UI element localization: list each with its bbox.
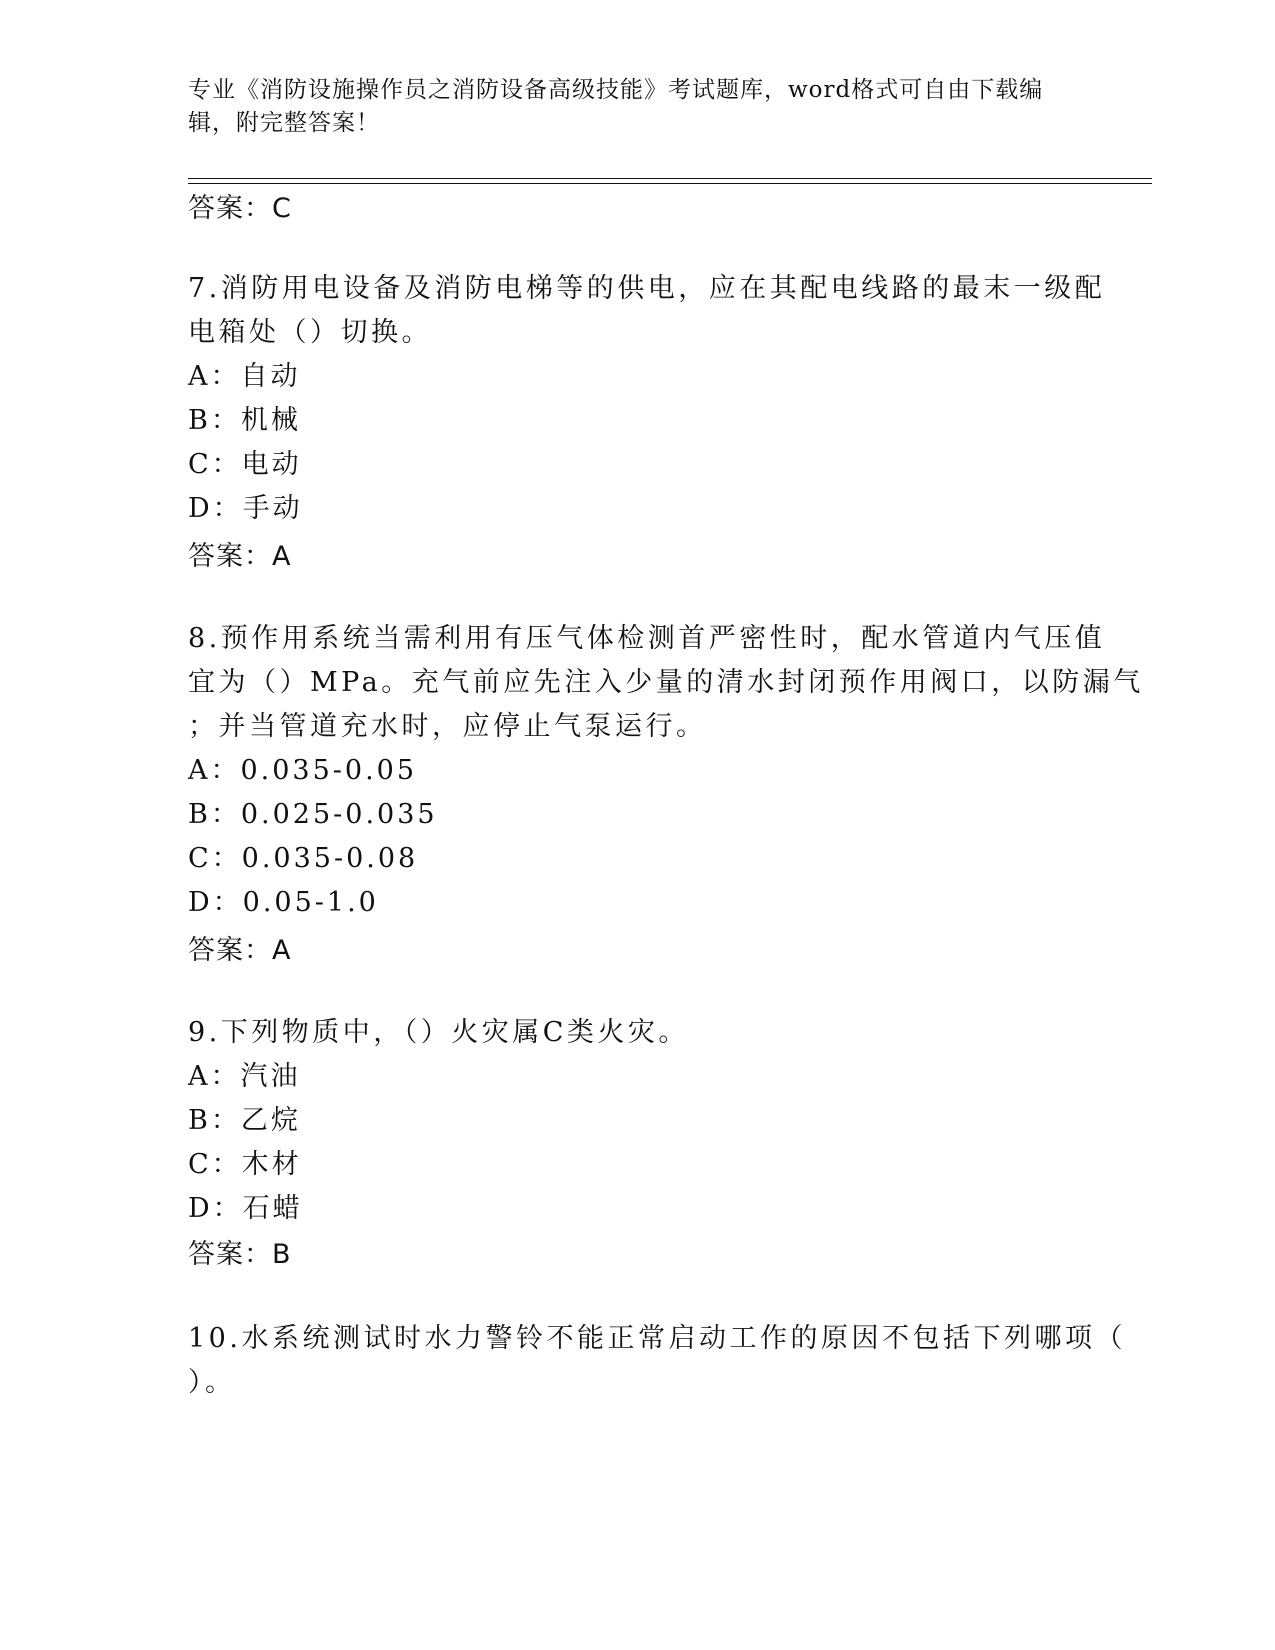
option-c: C：木材 (188, 1149, 302, 1180)
header-rule-bottom (188, 183, 1152, 184)
option-a: A：0.035-0.05 (188, 755, 418, 786)
answer: 答案：B (188, 1239, 292, 1270)
question-text-line: 9.下列物质中，（）火灾属C类火灾。 (188, 1017, 689, 1048)
header-line-2: 辑，附完整答案！ (188, 110, 380, 136)
option-a: A：自动 (188, 361, 301, 392)
option-c: C：0.035-0.08 (188, 843, 419, 874)
document-header (188, 74, 1068, 140)
option-c: C：电动 (188, 449, 302, 480)
option-d: D：手动 (188, 493, 303, 524)
question-text-line: ）。 (188, 1367, 236, 1398)
option-a: A：汽油 (188, 1061, 301, 1092)
question-text-line: 10.水系统测试时水力警铃不能正常启动工作的原因不包括下列哪项（ (188, 1323, 1126, 1354)
previous-answer: 答案：C (188, 193, 292, 224)
option-d: D：石蜡 (188, 1193, 303, 1224)
option-b: B：机械 (188, 405, 301, 436)
header-rule-top (188, 178, 1152, 179)
question-text-line: 8.预作用系统当需利用有压气体检测首严密性时，配水管道内气压值 (188, 623, 1106, 654)
header-line-1: 专业《消防设施操作员之消防设备高级技能》考试题库，word格式可自由下载编 (188, 77, 1044, 103)
question-text-line: 电箱处（）切换。 (188, 317, 432, 348)
question-text-line: 宜为（）MPa。充气前应先注入少量的清水封闭预作用阀口，以防漏气 (188, 667, 1144, 698)
option-b: B：乙烷 (188, 1105, 301, 1136)
answer: 答案：A (188, 541, 292, 572)
option-d: D：0.05-1.0 (188, 887, 379, 918)
question-text-line: ；并当管道充水时，应停止气泵运行。 (188, 711, 707, 742)
question-text-line: 7.消防用电设备及消防电梯等的供电，应在其配电线路的最末一级配 (188, 273, 1106, 304)
answer: 答案：A (188, 935, 292, 966)
option-b: B：0.025-0.035 (188, 799, 438, 830)
